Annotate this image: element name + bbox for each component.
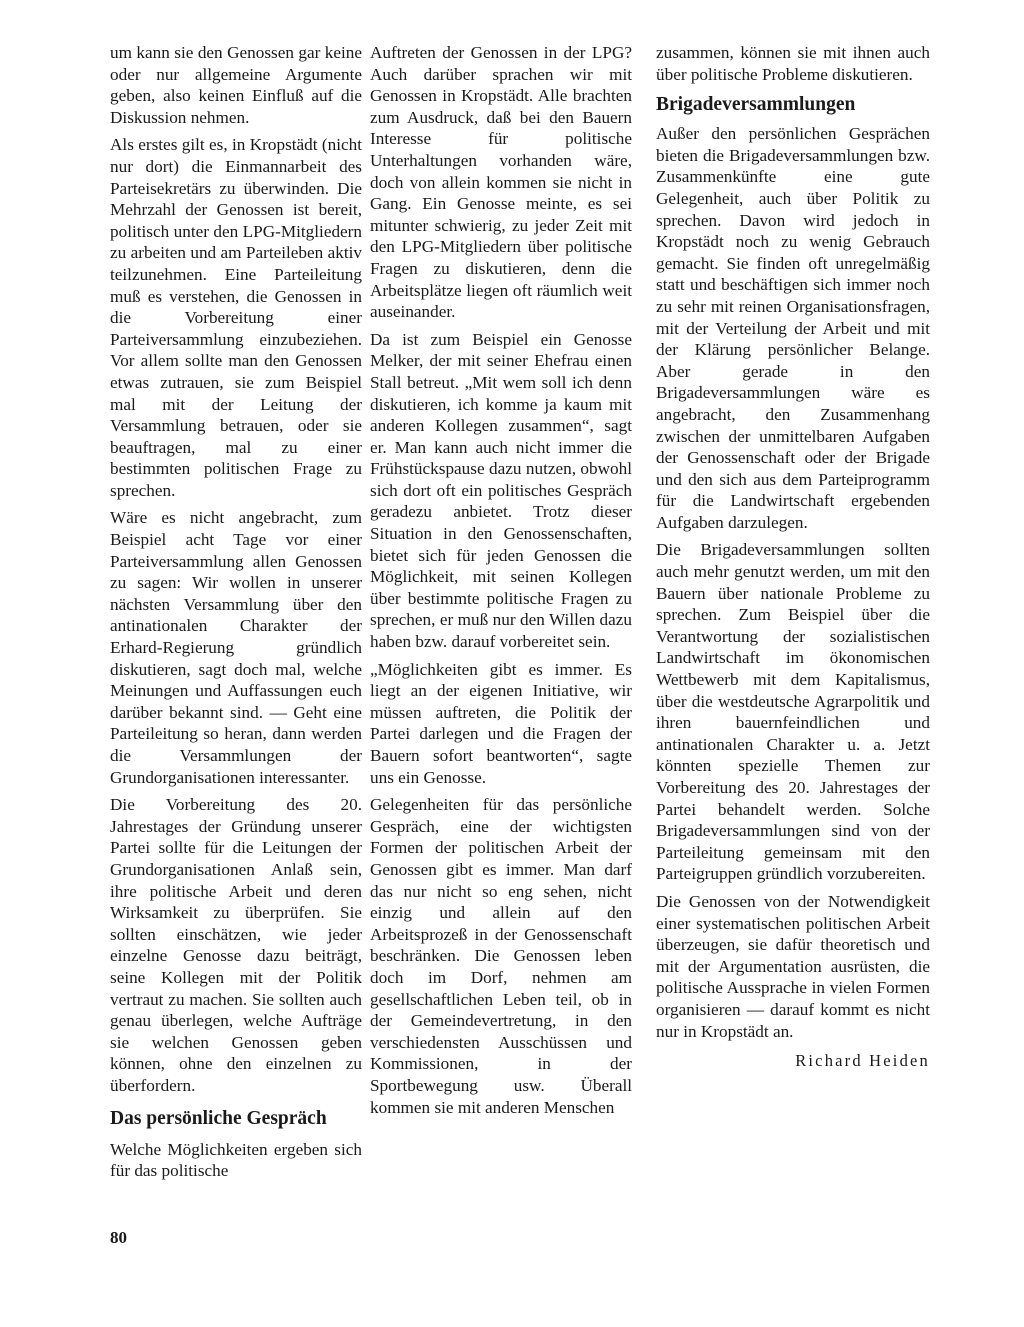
paragraph: Die Vorbereitung des 20. Jahrestages der Gründung unserer Partei sollte für die Leitungen der Grundorganisationen Anlaß sein, ihre politische Arbeit und deren Wirksamkeit zu überprüfen. Sie sollten einschätzen, wie jeder einzelne Genosse dazu beiträgt, seine Kollegen mit der Politik vertraut zu machen. Sie sollten auch genau überlegen, welche Aufträge sie welchen Genossen geben können, ohne den einzelnen zu überfordern. [110,795,362,1095]
paragraph: Gelegenheiten für das persönliche Gespräch, eine der wichtigsten Formen der politischen Arbeit der Genossen gibt es immer. Man darf das nur nicht so eng sehen, nicht einzig und allein auf den Arbeitsprozeß in der Genossenschaft beschränken. Die Genossen leben doch im Dorf, nehmen am gesellschaftlichen Leben teil, ob in der Gemeindevertretung, in den verschiedensten Ausschüssen und Kommissionen, in der Sportbewegung usw. Überall kommen sie mit anderen Menschen [370,795,632,1117]
paragraph: Als erstes gilt es, in Kropstädt (nicht nur dort) die Einmannarbeit des Parteisekretärs zu überwinden. Die Mehrzahl der Genossen ist bereit, politisch unter den LPG-Mitgliedern zu arbeiten und am Parteileben aktiv teilzunehmen. Eine Parteileitung muß es verstehen, die Genossen in die Vorbereitung einer Parteiversammlung einzubeziehen. Vor allem sollte man den Genossen etwas zutrauen, sie zum Beispiel mal mit der Leitung der Versammlung betrauen, oder sie beauftragen, mal zu einer bestimmten politischen Frage zu sprechen. [110,135,362,500]
column-2 [370,42,632,1124]
column-3 [656,42,930,1072]
section-heading-personal-conversation: Das persönliche Gespräch [110,1107,327,1129]
paragraph: Wäre es nicht angebracht, zum Beispiel acht Tage vor einer Parteiversammlung allen Genossen zu sagen: Wir wollen in unserer nächsten Versammlung über den antinationalen Charakter der Erhard-Regierung gründlich diskutieren, sagt doch mal, welche Meinungen und Auffassungen euch darüber bekannt sind. — Geht eine Parteileitung so heran, dann werden die Versammlungen der Grundorganisationen interessanter. [110,508,362,787]
paragraph: Auftreten der Genossen in der LPG? Auch darüber sprachen wir mit Genossen in Kropstädt. Alle brachten zum Ausdruck, daß bei den Bauern Interesse für politische Unterhaltungen vorhanden wäre, doch von allein kommen sie nicht in Gang. Ein Genosse meinte, es sei mitunter schwierig, zu jeder Zeit mit den LPG-Mitgliedern über politische Fragen zu diskutieren, denn die Arbeitsplätze liegen oft räumlich weit auseinander. [370,43,632,322]
paragraph: Außer den persönlichen Gesprächen bieten die Brigadeversammlungen bzw. Zusammenkünfte eine gute Gelegenheit, auch über Politik zu sprechen. Davon wird jedoch in Kropstädt noch zu wenig Gebrauch gemacht. Sie finden oft unregelmäßig statt und beschäftigen sich immer noch zu sehr mit reinen Organisationsfragen, mit der Verteilung der Arbeit und mit der Klärung persönlicher Belange. Aber gerade in den Brigadeversammlungen wäre es angebracht, den Zusammenhang zwischen der unmittelbaren Aufgaben der Genossenschaft oder der Brigade und den sich aus dem Parteiprogramm für die Landwirtschaft ergebenden Aufgaben darzulegen. [656,124,930,532]
author-signature: Richard Heiden [795,1051,930,1071]
paragraph: Die Brigadeversammlungen sollten auch mehr genutzt werden, um mit den Bauern über nationale Probleme zu sprechen. Zum Beispiel über die Verantwortung der sozialistischen Landwirtschaft im ökonomischen Wettbewerb mit dem Kapitalismus, über die westdeutsche Agrarpolitik und ihren bauernfeindlichen und antinationalen Charakter u. a. Jetzt könnten spezielle Themen zur Vorbereitung des 20. Jahrestages der Partei behandelt werden. Solche Brigadeversammlungen sind von der Parteileitung gemeinsam mit den Parteigruppen gründlich vorzubereiten. [656,540,930,884]
paragraph: „Möglichkeiten gibt es immer. Es liegt an der eigenen Initiative, wir müssen auftreten, die Politik der Partei darlegen und die Fragen der Bauern sofort beantworten“, sagte uns ein Genosse. [370,659,632,787]
paragraph: Welche Möglichkeiten ergeben sich für das politische [110,1139,362,1181]
paragraph: zusammen, können sie mit ihnen auch über politische Probleme diskutieren. [656,43,930,84]
paragraph: Die Genossen von der Notwendigkeit einer systematischen politischen Arbeit überzeugen, sie dafür theoretisch und mit der Argumentation ausrüsten, die politische Aussprache in vielen Formen organisieren — darauf kommt es nicht nur in Kropstädt an. [656,891,930,1041]
paragraph: um kann sie den Genossen gar keine oder nur allgemeine Argumente geben, also keinen Einfluß auf die Diskussion nehmen. [110,43,362,127]
paragraph: Da ist zum Beispiel ein Genosse Melker, der mit seiner Ehefrau einen Stall betreut. „Mit wem soll ich denn diskutieren, ich komme ja kaum mit anderen Kollegen zusammen“, sagt er. Man kann auch nicht immer die Frühstückspause dazu nutzen, obwohl sich dort oft ein politisches Gespräch geradezu anbietet. Trotz dieser Situation in den Genossenschaften, bietet sich für jeden Genossen die Möglichkeit, mit seinen Kollegen über bestimmte politische Fragen zu sprechen, er muß nur den Willen dazu haben bzw. darauf vorbereitet sein. [370,329,632,652]
section-heading-brigade-meetings: Brigadeversammlungen [656,94,856,116]
column-1 [110,42,362,1188]
page-number: 80 [110,1228,127,1247]
